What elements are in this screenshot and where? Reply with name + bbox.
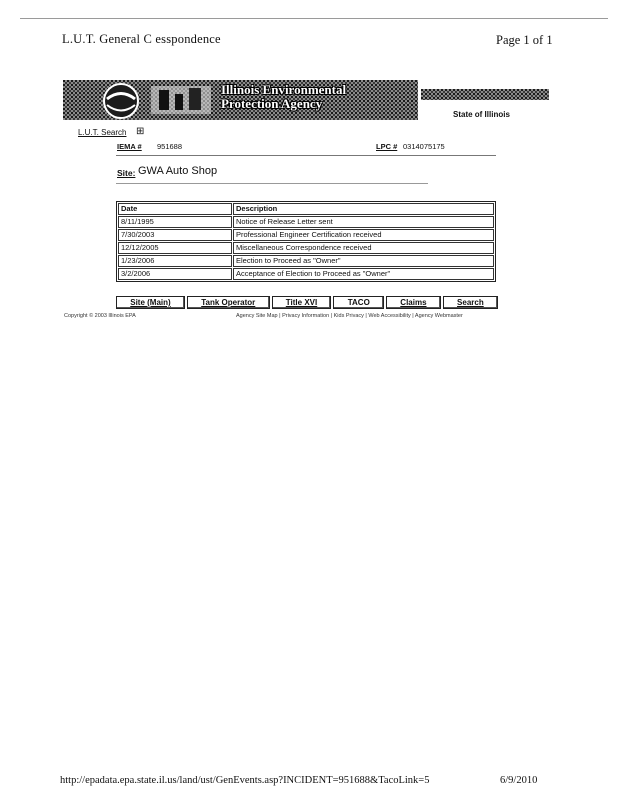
copyright-notice: Copyright © 2003 Illinois EPA [64, 313, 136, 319]
agency-name: Illinois Environmental Protection Agency [221, 82, 347, 111]
lpc-number: 0314075175 [403, 142, 445, 151]
table-row [118, 268, 494, 280]
tab-label: Search [457, 298, 484, 307]
table-row [118, 229, 494, 241]
section-tabs [116, 296, 498, 309]
footer-links[interactable]: Agency Site Map | Privacy Information | Kids Privacy | Web Accessibility | Agency Webmaster [236, 313, 463, 319]
agency-banner [63, 80, 549, 120]
column-header-description: Description [233, 203, 494, 215]
tab-label: Title XVI [285, 298, 318, 307]
event-date: 1/23/2006 [118, 255, 232, 267]
event-description: Acceptance of Election to Proceed as "Owner" [233, 268, 494, 280]
print-date: 6/9/2010 [500, 775, 538, 786]
banner-stripe-graphic [421, 89, 549, 100]
event-date: 12/12/2005 [118, 242, 232, 254]
iema-label: IEMA # [117, 142, 142, 151]
table-row [118, 216, 494, 228]
state-label: State of Illinois [453, 110, 510, 119]
tab-label: Claims [400, 298, 427, 307]
print-url: http://epadata.epa.state.il.us/land/ust/GenEvents.asp?INCIDENT=951688&TacoLink=5 [60, 775, 430, 786]
search-icon[interactable]: ⊞ [136, 126, 145, 137]
tab-title-xvi[interactable] [272, 296, 332, 309]
tab-claims[interactable] [386, 296, 441, 309]
table-header-row [118, 203, 494, 215]
event-date: 7/30/2003 [118, 229, 232, 241]
divider [116, 183, 428, 184]
lpc-label: LPC # [376, 142, 398, 151]
events-table [116, 201, 496, 282]
scan-top-rule [20, 18, 608, 19]
table-row [118, 242, 494, 254]
site-name: GWA Auto Shop [138, 165, 218, 177]
lust-search-link[interactable]: L.U.T. Search [78, 128, 127, 137]
table-row [118, 255, 494, 267]
page-indicator: Page 1 of 1 [496, 33, 553, 47]
site-label: Site: [117, 168, 136, 178]
tab-label: TACO [347, 298, 370, 307]
column-header-date: Date [118, 203, 232, 215]
event-description: Professional Engineer Certification received [233, 229, 494, 241]
document-title: L.U.T. General C esspondence [62, 32, 221, 46]
tab-tank-operator[interactable] [187, 296, 270, 309]
tab-label: Site (Main) [130, 298, 171, 307]
divider [116, 155, 496, 156]
event-date: 8/11/1995 [118, 216, 232, 228]
tab-taco[interactable] [333, 296, 384, 309]
event-description: Miscellaneous Correspondence received [233, 242, 494, 254]
tab-site-main[interactable] [116, 296, 185, 309]
iema-number: 951688 [157, 142, 183, 151]
event-date: 3/2/2006 [118, 268, 232, 280]
tab-search[interactable] [443, 296, 498, 309]
event-description: Election to Proceed as "Owner" [233, 255, 494, 267]
event-description: Notice of Release Letter sent [233, 216, 494, 228]
tab-label: Tank Operator [201, 298, 256, 307]
